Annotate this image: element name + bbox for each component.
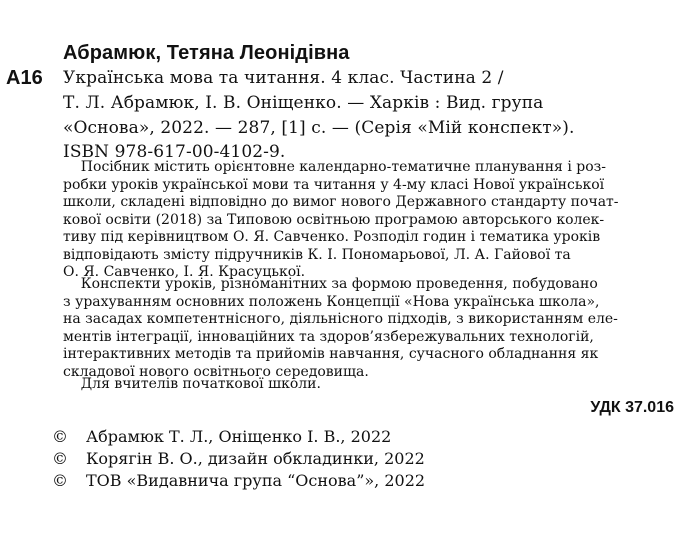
annotation-line: О. Я. Савченко, І. Я. Красуцької.: [63, 264, 306, 280]
annotation-line: Для вчителів початкової школи.: [63, 376, 321, 392]
annotation-line: з урахуванням основних положень Концепції «Нова українська школа»,: [63, 293, 600, 310]
copyright-icon: ©: [52, 427, 68, 446]
annotation-line: школи, складені відповідно до вимог нового Державного стандарту почат-: [63, 194, 619, 210]
bibliographic-line: «Основа», 2022. — 287, [1] с. — (Серія «Мій конспект»).: [63, 118, 575, 138]
copyright-text: ТОВ «Видавнича група “Основа”», 2022: [86, 471, 426, 490]
annotation-line: інтерактивних методів та прийомів навчання, сучасного обладнання як: [63, 346, 599, 362]
annotation-line: Конспекти уроків, різноманітних за формою проведення, побудовано: [63, 276, 598, 292]
isbn-line: ISBN 978-617-00-4102-9.: [63, 142, 286, 162]
copyright-text: Корягін В. О., дизайн обкладинки, 2022: [86, 449, 425, 468]
annotation-paragraph: [63, 276, 669, 381]
annotation-line: ментів інтеграції, інноваційних та здоров’язбережувальних технологій,: [63, 328, 594, 345]
copyright-text: Абрамюк Т. Л., Оніщенко І. В., 2022: [86, 427, 392, 446]
udk-code: УДК 37.016: [590, 399, 674, 416]
annotation-line: Посібник містить орієнтовне календарно-тематичне планування і роз-: [63, 159, 606, 175]
copyright-icon: ©: [52, 471, 68, 490]
bibliographic-line: Українська мова та читання. 4 клас. Частина 2 /: [63, 68, 504, 88]
author-heading: Абрамюк, Тетяна Леонідівна: [63, 42, 350, 64]
bibliographic-line: Т. Л. Абрамюк, І. В. Оніщенко. — Харків : Вид. група: [63, 93, 544, 113]
annotation-paragraph: [63, 376, 669, 394]
copyright-line: [52, 426, 391, 448]
annotation-line: складової нового освітнього середовища.: [63, 363, 369, 380]
classification-code: А16: [6, 67, 43, 89]
annotation-line: відповідають змісту підручників К. І. Пономарьової, Л. А. Гайової та: [63, 246, 571, 263]
annotation-line: кової освіти (2018) за Типовою освітньою програмою авторського колек-: [63, 211, 605, 228]
annotation-paragraph: [63, 159, 669, 282]
copyright-line: [52, 448, 425, 470]
copyright-line: [52, 470, 425, 492]
annotation-line: на засадах компетентнісного, діяльнісного підходів, з використанням еле-: [63, 311, 618, 327]
annotation-line: робки уроків української мови та читання у 4-му класі Нової української: [63, 176, 605, 193]
annotation-line: тиву під керівництвом О. Я. Савченко. Розподіл годин і тематика уроків: [63, 229, 601, 245]
copyright-icon: ©: [52, 449, 68, 468]
